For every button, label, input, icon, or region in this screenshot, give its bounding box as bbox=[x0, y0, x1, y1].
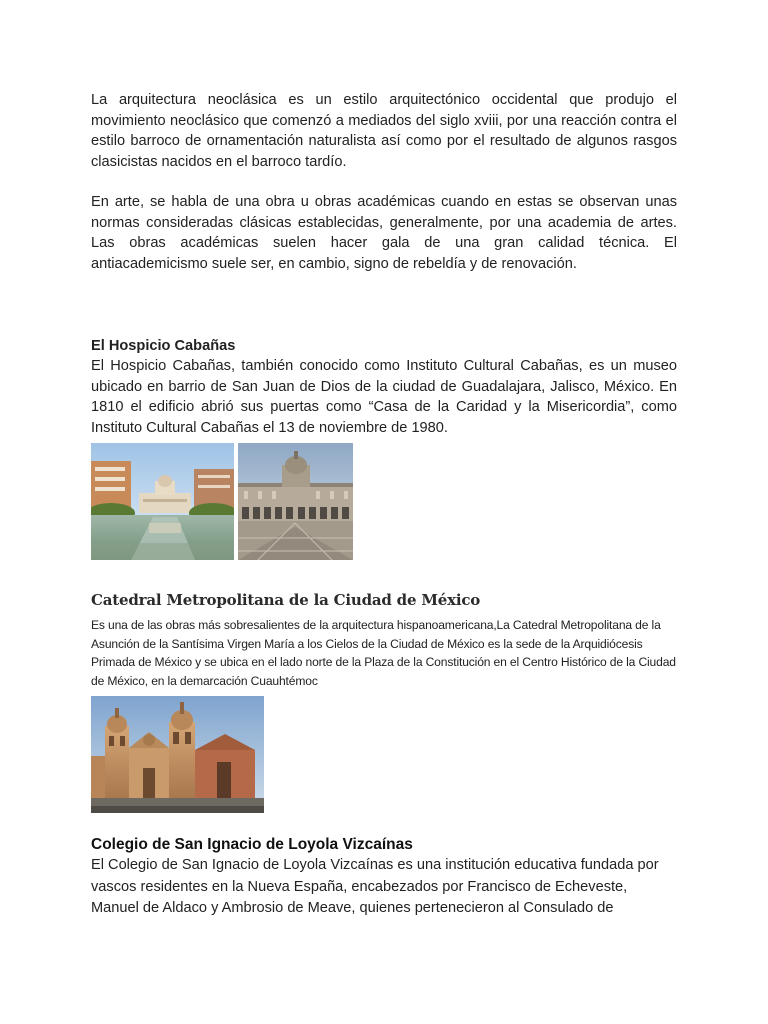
hospicio-images bbox=[91, 443, 677, 560]
document-page bbox=[91, 90, 677, 920]
colegio-heading: Colegio de San Ignacio de Loyola Vizcaínas bbox=[91, 836, 413, 854]
catedral-photo bbox=[91, 696, 264, 813]
hospicio-building-photo bbox=[238, 443, 353, 560]
catedral-paragraph: Es una de las obras más sobresalientes de la arquitectura hispanoamericana,La Catedral Metropolitana de la Asunción de la Santísima Virgen María a los Cielos de la Ciudad de México es la sede de la Arquidiócesis Primada de México y se ubica en el lado norte de la Plaza de la Constitución en el Centro Histórico de la Ciudad de México, en la demarcación Cuauhtémoc bbox=[91, 618, 676, 688]
hospicio-heading: El Hospicio Cabañas bbox=[91, 338, 236, 354]
hospicio-plaza-photo bbox=[91, 443, 234, 560]
hospicio-paragraph: El Hospicio Cabañas, también conocido como Instituto Cultural Cabañas, es un museo ubicado en barrio de San Juan de Dios de la ciudad de Guadalajara, Jalisco, México. En 1810 el edificio abrió sus puertas como “Casa de la Caridad y la Misericordia”, como Instituto Cultural Cabañas el 13 de noviembre de 1980. bbox=[91, 358, 677, 436]
catedral-heading: Catedral Metropolitana de la Ciudad de México bbox=[91, 591, 481, 609]
intro-paragraph-2: En arte, se habla de una obra u obras académicas cuando en estas se observan unas normas consideradas clásicas establecidas, generalmente, por una academia de artes. Las obras académicas suelen hacer gala de una gran calidad técnica. El antiacademicismo suele ser, en cambio, signo de rebeldía y de renovación. bbox=[91, 194, 677, 272]
intro-paragraph-1: La arquitectura neoclásica es un estilo arquitectónico occidental que produjo el movimiento neoclásico que comenzó a mediados del siglo xviii, por una reacción contra el estilo barroco de ornamentación naturalista así como por el resultado de algunos rasgos clasicistas nacidos en el barroco tardío. bbox=[91, 92, 677, 170]
colegio-paragraph: El Colegio de San Ignacio de Loyola Vizcaínas es una institución educativa fundada por vascos residentes en la Nueva España, encabezados por Francisco de Echeveste, Manuel de Aldaco y Ambrosio de Meave, quienes pertenecieron al Consulado de bbox=[91, 857, 659, 917]
catedral-images bbox=[91, 696, 677, 813]
